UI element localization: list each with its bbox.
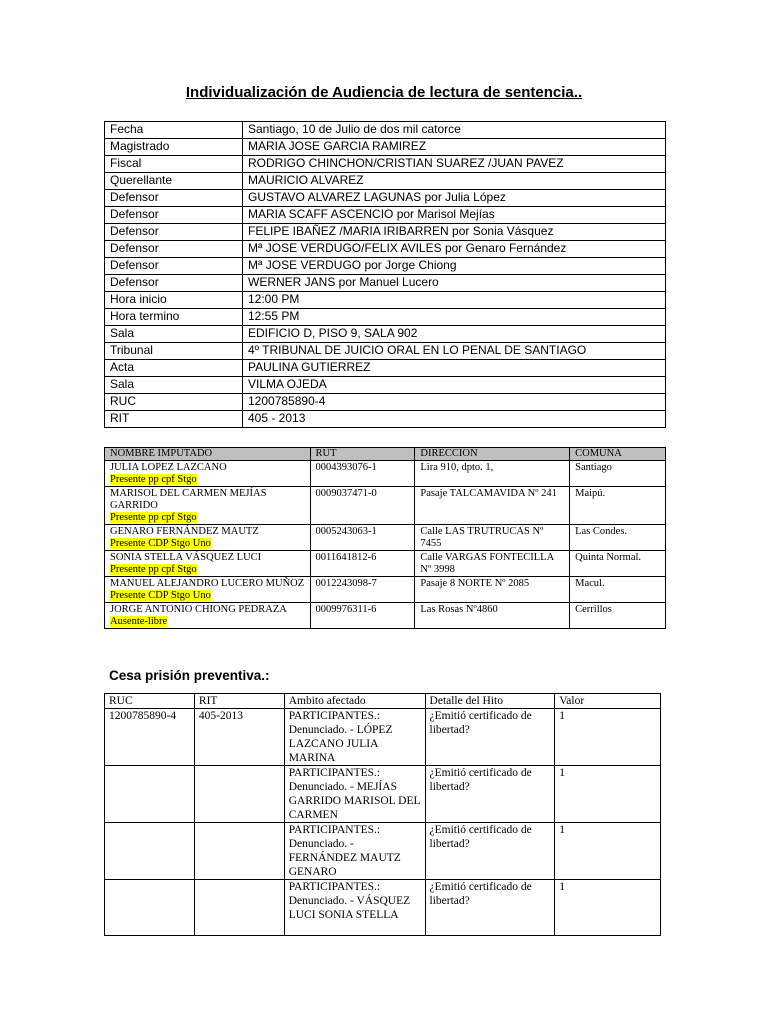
info-row <box>105 241 666 258</box>
cesa-ruc <box>105 823 195 880</box>
info-value: MAURICIO ALVAREZ <box>243 173 666 190</box>
cesa-detalle: ¿Emitió certificado de libertad? <box>425 823 555 880</box>
info-label: Fiscal <box>105 156 243 173</box>
info-row <box>105 309 666 326</box>
imputado-rut: 0011641812-6 <box>310 551 415 577</box>
imputado-status: Presente pp cpf Stgo <box>110 512 197 523</box>
cesa-ambito: PARTICIPANTES.: Denunciado. - LÓPEZ LAZCANO JULIA MARINA <box>284 709 425 766</box>
header-comuna: COMUNA <box>570 448 666 461</box>
info-label: Defensor <box>105 241 243 258</box>
header-nombre: NOMBRE IMPUTADO <box>105 448 311 461</box>
cesa-row <box>105 823 661 880</box>
info-row <box>105 411 666 428</box>
info-value: 1200785890-4 <box>243 394 666 411</box>
info-label: Defensor <box>105 190 243 207</box>
cesa-valor: 1 <box>555 880 661 936</box>
imputado-name: JULIA LOPEZ LAZCANO <box>110 462 227 473</box>
imputado-name-cell <box>105 525 311 551</box>
info-label: Querellante <box>105 173 243 190</box>
imputado-name: GENARO FERNÁNDEZ MAUTZ <box>110 526 259 537</box>
info-label: Acta <box>105 360 243 377</box>
header-direccion: DIRECCION <box>415 448 570 461</box>
cesa-row <box>105 709 661 766</box>
info-label: Defensor <box>105 275 243 292</box>
imputado-status: Presente CDP Stgo Uno <box>110 590 211 601</box>
info-label: Sala <box>105 377 243 394</box>
cesa-valor: 1 <box>555 823 661 880</box>
cesa-ruc: 1200785890-4 <box>105 709 195 766</box>
info-label: Hora termino <box>105 309 243 326</box>
imputado-row <box>105 487 666 525</box>
imputados-table <box>104 447 666 629</box>
info-value: GUSTAVO ALVAREZ LAGUNAS por Julia López <box>243 190 666 207</box>
info-value: MARIA JOSE GARCIA RAMIREZ <box>243 139 666 156</box>
imputado-comuna: Santiago <box>570 461 666 487</box>
section-title: Cesa prisión preventiva.: <box>109 668 270 683</box>
info-row <box>105 156 666 173</box>
info-value: 12:55 PM <box>243 309 666 326</box>
cesa-header-row <box>105 694 661 709</box>
cesa-rit <box>194 880 284 936</box>
cesa-rit: 405-2013 <box>194 709 284 766</box>
imputado-status-line <box>110 590 305 602</box>
info-row <box>105 343 666 360</box>
info-value: Mª JOSE VERDUGO/FELIX AVILES por Genaro Fernández <box>243 241 666 258</box>
imputado-name: SONIA STELLA VÁSQUEZ LUCI <box>110 552 262 563</box>
imputado-direccion: Pasaje 8 NORTE Nº 2085 <box>415 577 570 603</box>
cesa-ruc <box>105 766 195 823</box>
imputado-comuna: Las Condes. <box>570 525 666 551</box>
imputado-name-cell <box>105 487 311 525</box>
info-row <box>105 326 666 343</box>
cesa-ambito: PARTICIPANTES.: Denunciado. - VÁSQUEZ LUCI SONIA STELLA <box>284 880 425 936</box>
info-row <box>105 377 666 394</box>
imputado-name-cell <box>105 577 311 603</box>
cesa-row <box>105 766 661 823</box>
imputado-direccion: Calle LAS TRUTRUCAS Nº 7455 <box>415 525 570 551</box>
page-title: Individualización de Audiencia de lectura de sentencia.. <box>185 84 583 101</box>
imputado-name: JORGE ANTONIO CHIONG PEDRAZA <box>110 604 287 615</box>
imputado-comuna: Macul. <box>570 577 666 603</box>
cesa-valor: 1 <box>555 766 661 823</box>
imputado-status-line <box>110 474 305 486</box>
imputado-name-cell <box>105 551 311 577</box>
info-row <box>105 224 666 241</box>
imputados-header-row <box>105 448 666 461</box>
imputado-rut: 0004393076-1 <box>310 461 415 487</box>
imputado-rut: 0012243098-7 <box>310 577 415 603</box>
info-label: Sala <box>105 326 243 343</box>
imputado-comuna: Quinta Normal. <box>570 551 666 577</box>
cesa-detalle: ¿Emitió certificado de libertad? <box>425 709 555 766</box>
info-value: Mª JOSE VERDUGO por Jorge Chiong <box>243 258 666 275</box>
info-value: RODRIGO CHINCHON/CRISTIAN SUAREZ /JUAN PAVEZ <box>243 156 666 173</box>
imputado-status-line <box>110 538 305 550</box>
info-row <box>105 275 666 292</box>
imputado-comuna: Maipú. <box>570 487 666 525</box>
imputado-rut: 0009976311-6 <box>310 603 415 629</box>
info-row <box>105 292 666 309</box>
imputado-status: Presente pp cpf Stgo <box>110 564 197 575</box>
imputado-rut: 0009037471-0 <box>310 487 415 525</box>
info-value: VILMA OJEDA <box>243 377 666 394</box>
info-label: Defensor <box>105 224 243 241</box>
info-value: 405 - 2013 <box>243 411 666 428</box>
imputado-status: Presente pp cpf Stgo <box>110 474 197 485</box>
imputado-comuna: Cerrillos <box>570 603 666 629</box>
info-label: Defensor <box>105 258 243 275</box>
info-label: Magistrado <box>105 139 243 156</box>
info-label: RUC <box>105 394 243 411</box>
imputado-name-cell <box>105 603 311 629</box>
header-ruc: RUC <box>105 694 195 709</box>
audience-info-table <box>104 121 666 428</box>
info-value: MARIA SCAFF ASCENCIO por Marisol Mejías <box>243 207 666 224</box>
header-detalle: Detalle del Hito <box>425 694 555 709</box>
info-row <box>105 139 666 156</box>
cesa-prision-table <box>104 693 661 936</box>
imputado-status: Ausente-libre <box>110 616 168 627</box>
info-row <box>105 258 666 275</box>
cesa-detalle: ¿Emitió certificado de libertad? <box>425 766 555 823</box>
imputado-rut: 0005243063-1 <box>310 525 415 551</box>
info-label: Hora inicio <box>105 292 243 309</box>
info-row <box>105 394 666 411</box>
info-label: Fecha <box>105 122 243 139</box>
imputado-row <box>105 525 666 551</box>
info-label: Defensor <box>105 207 243 224</box>
imputado-direccion: Lira 910, dpto. 1, <box>415 461 570 487</box>
info-row <box>105 360 666 377</box>
imputado-row <box>105 551 666 577</box>
info-row <box>105 207 666 224</box>
imputado-status-line <box>110 616 305 628</box>
header-ambito: Ambito afectado <box>284 694 425 709</box>
imputado-direccion: Pasaje TALCAMAVIDA Nº 241 <box>415 487 570 525</box>
info-row <box>105 122 666 139</box>
info-row <box>105 173 666 190</box>
imputado-name: MARISOL DEL CARMEN MEJÍAS GARRIDO <box>110 488 267 511</box>
header-valor: Valor <box>555 694 661 709</box>
info-value: 12:00 PM <box>243 292 666 309</box>
cesa-rit <box>194 823 284 880</box>
imputado-row <box>105 461 666 487</box>
cesa-ambito: PARTICIPANTES.: Denunciado. - MEJÍAS GARRIDO MARISOL DEL CARMEN <box>284 766 425 823</box>
cesa-detalle: ¿Emitió certificado de libertad? <box>425 880 555 936</box>
info-value: FELIPE IBAÑEZ /MARIA IRIBARREN por Sonia Vásquez <box>243 224 666 241</box>
cesa-valor: 1 <box>555 709 661 766</box>
imputado-direccion: Calle VARGAS FONTECILLA Nº 3998 <box>415 551 570 577</box>
imputado-row <box>105 603 666 629</box>
cesa-ruc <box>105 880 195 936</box>
cesa-rit <box>194 766 284 823</box>
info-value: PAULINA GUTIERREZ <box>243 360 666 377</box>
header-rit: RIT <box>194 694 284 709</box>
cesa-row <box>105 880 661 936</box>
imputado-row <box>105 577 666 603</box>
imputado-name-cell <box>105 461 311 487</box>
cesa-ambito: PARTICIPANTES.: Denunciado. - FERNÁNDEZ MAUTZ GENARO <box>284 823 425 880</box>
info-row <box>105 190 666 207</box>
info-label: RIT <box>105 411 243 428</box>
info-label: Tribunal <box>105 343 243 360</box>
info-value: 4º TRIBUNAL DE JUICIO ORAL EN LO PENAL DE SANTIAGO <box>243 343 666 360</box>
info-value: EDIFICIO D, PISO 9, SALA 902 <box>243 326 666 343</box>
info-value: WERNER JANS por Manuel Lucero <box>243 275 666 292</box>
imputado-status: Presente CDP Stgo Uno <box>110 538 211 549</box>
header-rut: RUT <box>310 448 415 461</box>
imputado-direccion: Las Rosas Nº4860 <box>415 603 570 629</box>
imputado-name: MANUEL ALEJANDRO LUCERO MUÑOZ <box>110 578 305 589</box>
imputado-status-line <box>110 564 305 576</box>
info-value: Santiago, 10 de Julio de dos mil catorce <box>243 122 666 139</box>
imputado-status-line <box>110 512 305 524</box>
